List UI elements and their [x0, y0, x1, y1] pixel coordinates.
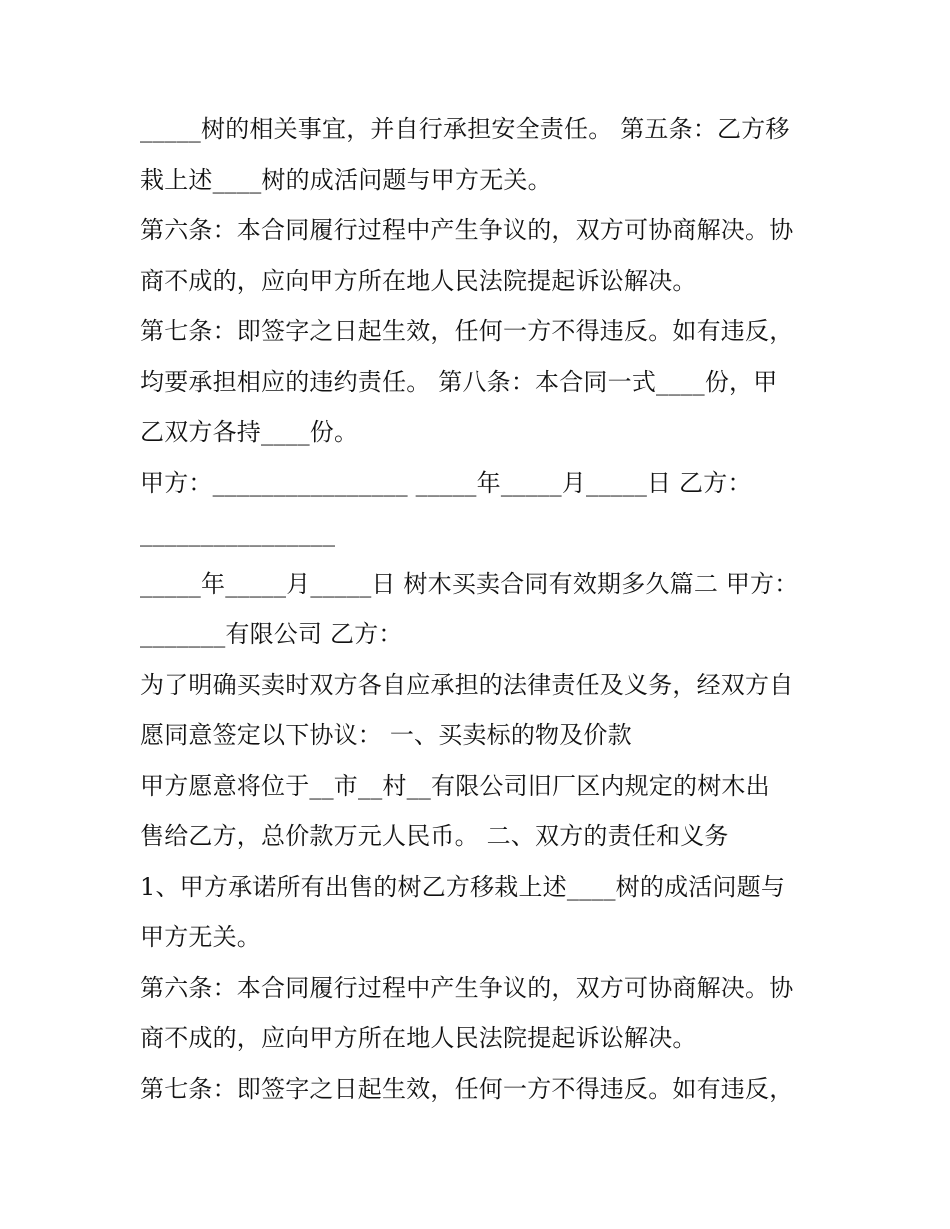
text-line-18: 第六条：本合同履行过程中产生争议的，双方可协商解决。协: [140, 973, 794, 1002]
text-line-7: 乙双方各持____份。: [140, 418, 359, 446]
text-line-17: 甲方无关。: [140, 923, 261, 951]
text-line-12: 为了明确买卖时双方各自应承担的法律责任及义务，经双方自: [140, 670, 794, 699]
text-line-10: _____年_____月_____日 树木买卖合同有效期多久篇二 甲方：: [140, 569, 799, 598]
text-line-14: 甲方愿意将位于__市__村__有限公司旧厂区内规定的树木出: [140, 771, 770, 800]
text-line-20: 第七条：即签字之日起生效，任何一方不得违反。如有违反，: [140, 1074, 794, 1103]
text-line-3: 第六条：本合同履行过程中产生争议的，双方可协商解决。协: [140, 216, 794, 244]
document-body: [140, 104, 820, 1114]
text-line-6: 均要承担相应的违约责任。 第八条：本合同一式____份，甲: [140, 367, 778, 396]
text-line-5: 第七条：即签字之日起生效，任何一方不得违反。如有违反，: [140, 317, 794, 345]
text-line-4: 商不成的，应向甲方所在地人民法院提起诉讼解决。: [140, 266, 697, 295]
text-line-8: 甲方：________________ _____年_____月_____日 乙方：: [140, 468, 752, 497]
text-line-1: _____树的相关事宜，并自行承担安全责任。 第五条：乙方移: [140, 115, 790, 143]
text-line-15: 售给乙方，总价款万元人民币。 二、双方的责任和义务: [140, 822, 729, 850]
text-line-19: 商不成的，应向甲方所在地人民法院提起诉讼解决。: [140, 1024, 697, 1052]
text-line-2: 栽上述____树的成活问题与甲方无关。: [140, 165, 552, 194]
text-line-16: 1、甲方承诺所有出售的树乙方移栽上述____树的成活问题与: [140, 872, 786, 901]
text-line-13: 愿同意签定以下协议： 一、买卖标的物及价款: [140, 721, 632, 749]
text-line-9: ________________: [140, 519, 336, 547]
text-line-11: _______有限公司 乙方：: [140, 620, 403, 648]
